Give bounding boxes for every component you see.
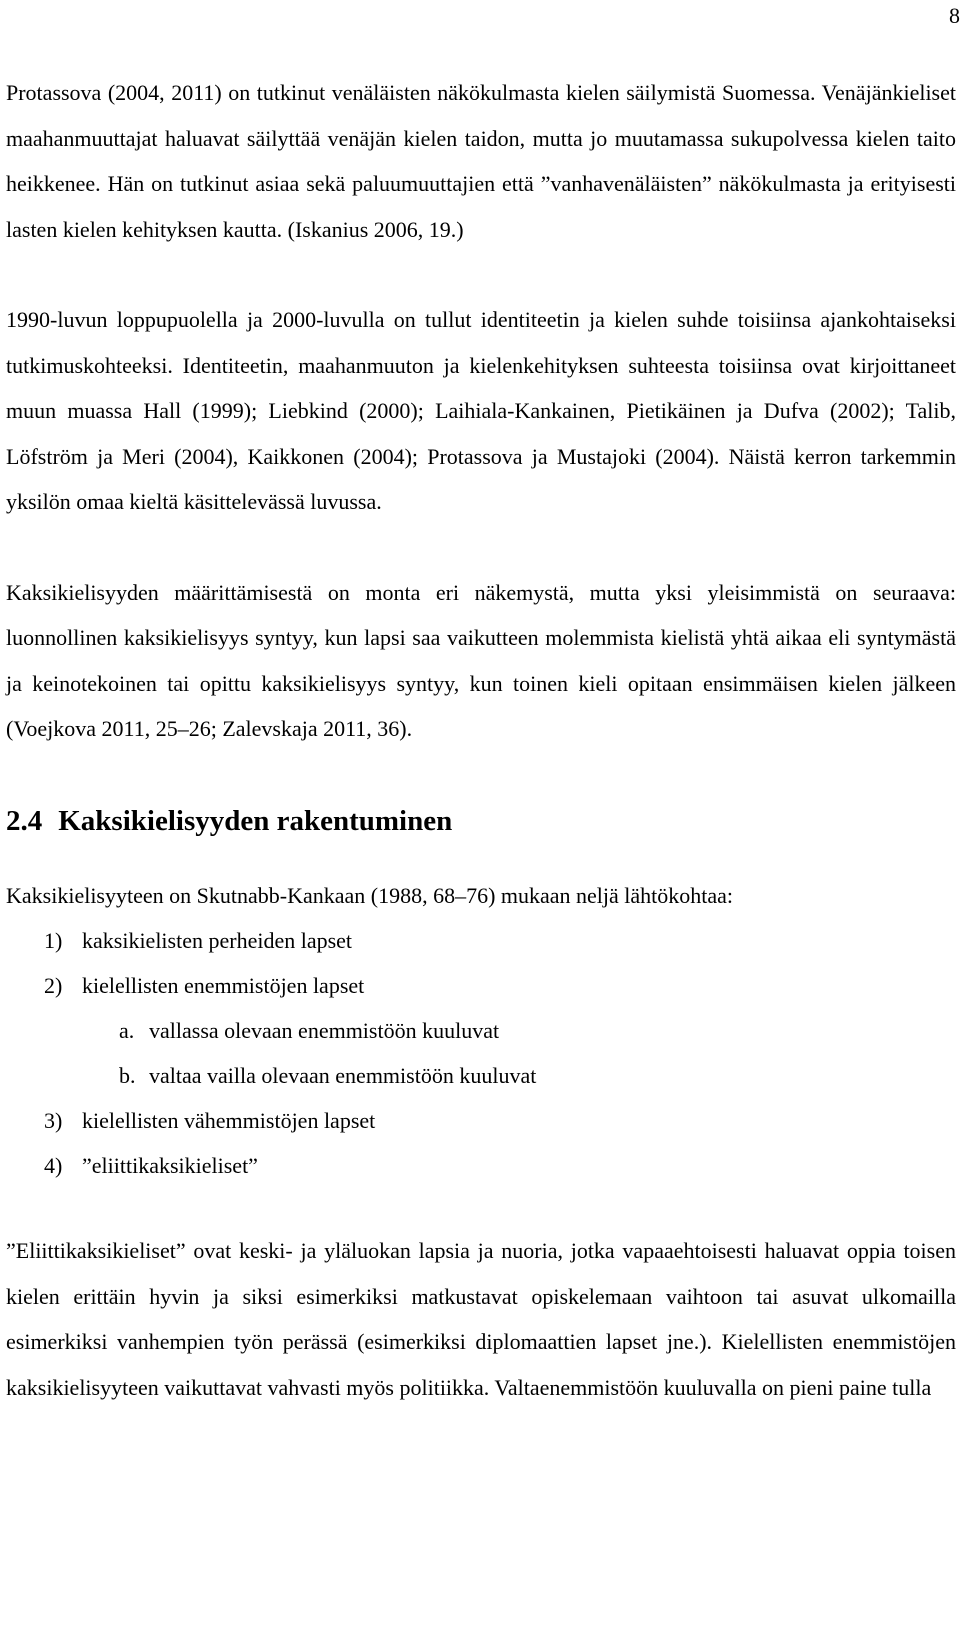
sub-list-item (6, 1053, 956, 1098)
list-item-text: kielellisten vähemmistöjen lapset (82, 1108, 376, 1133)
list-marker: 1) (44, 928, 63, 953)
paragraph-bilingualism-definition: Kaksikielisyyden määrittämisestä on monta eri näkemystä, mutta yksi yleisimmistä on seuraava: luonnollinen kaksikielisyys syntyy, kun lapsi saa vaikutteen molemmista kielistä yhtä aikaa eli syntymästä ja keinotekoinen tai opittu kaksikielisyys syntyy, kun toinen kieli opitaan ensimmäisen kielen jälkeen (Voejkova 2011, 25–26; Zalevskaja 2011, 36). (6, 579, 956, 741)
list-item-text: ”eliittikaksikieliset” (82, 1153, 258, 1178)
paragraph-identity-research: 1990-luvun loppupuolella ja 2000-luvulla on tullut identiteetin ja kielen suhde toisiinsa ajankohtaiseksi tutkimuskohteeksi. Identiteetin, maahanmuuton ja kielenkehityksen suhteesta toisiinsa ovat kirjoittaneet muun muassa Hall (1999); Liebkind (2000); Laihiala-Kankainen, Pietikäinen ja Dufva (2002); Talib, Löfström ja Meri (2004), Kaikkonen (2004); Protassova ja Mustajoki (2004). Näistä kerron tarkemmin yksilön omaa kieltä käsittelevässä luvussa. (6, 307, 956, 514)
list-item-text: kaksikielisten perheiden lapset (82, 928, 353, 953)
list-item (6, 1143, 956, 1188)
starting-points-list (6, 918, 956, 1188)
section-heading (6, 797, 956, 845)
list-item-text: valtaa vailla olevaan enemmistöön kuuluvat (149, 1063, 537, 1088)
list-item (6, 963, 956, 1008)
list-marker: 3) (44, 1108, 63, 1133)
page-number: 8 (949, 3, 960, 28)
paragraph-gap (6, 525, 956, 570)
heading-gap (6, 845, 956, 873)
list-item (6, 918, 956, 963)
paragraph-gap (6, 1188, 956, 1228)
document-body (6, 70, 956, 1410)
paragraph-gap (6, 752, 956, 797)
paragraph-gap (6, 252, 956, 297)
paragraph-elite-bilinguals: ”Eliittikaksikieliset” ovat keski- ja yläluokan lapsia ja nuoria, jotka vapaaehtoisesti haluavat oppia toisen kielen erittäin hyvin ja siksi esimerkiksi matkustavat opiskelemaan vaihtoon tai asuvat ulkomailla esimerkiksi vanhempien työn perässä (esimerkiksi diplomaattien lapset jne.). Kielellisten enemmistöjen kaksikielisyyteen vaikuttavat vahvasti myös politiikka. Valtaenemmistöön kuuluvalla on pieni paine tulla (6, 1238, 956, 1400)
section-title: Kaksikielisyyden rakentuminen (58, 804, 453, 837)
list-marker: a. (119, 1018, 135, 1043)
section-number: 2.4 (6, 804, 43, 837)
paragraph-list-intro: Kaksikielisyyteen on Skutnabb-Kankaan (1988, 68–76) mukaan neljä lähtökohtaa: (6, 882, 734, 908)
list-marker: b. (119, 1063, 136, 1088)
list-item-text: vallassa olevaan enemmistöön kuuluvat (149, 1018, 500, 1043)
list-item-text: kielellisten enemmistöjen lapset (82, 973, 365, 998)
list-item (6, 1098, 956, 1143)
sub-list-item (6, 1008, 956, 1053)
list-marker: 2) (44, 973, 63, 998)
paragraph-protassova: Protassova (2004, 2011) on tutkinut venäläisten näkökulmasta kielen säilymistä Suomessa. Venäjänkieliset maahanmuuttajat haluavat säilyttää venäjän kielen taidon, mutta jo muutamassa sukupolvessa kielen taito heikkenee. Hän on tutkinut asiaa sekä paluumuuttajien että ”vanhavenäläisten” näkökulmasta ja erityisesti lasten kielen kehityksen kautta. (Iskanius 2006, 19.) (6, 80, 956, 242)
list-marker: 4) (44, 1153, 63, 1178)
